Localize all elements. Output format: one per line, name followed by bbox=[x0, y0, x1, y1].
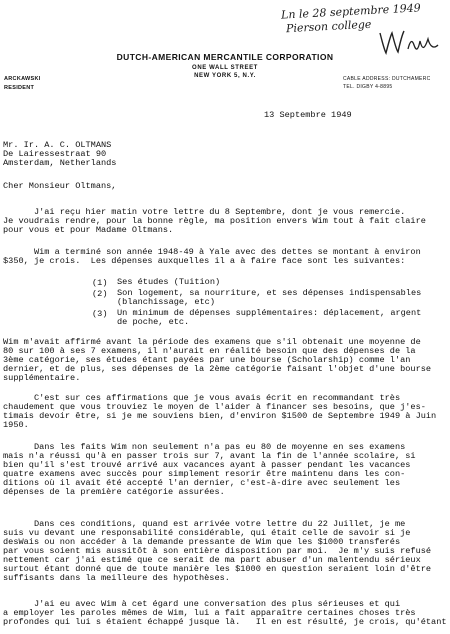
company-city: NEW YORK 5, N.Y. bbox=[194, 73, 256, 79]
body-line: suffisants dans la meilleure des hypothèses. bbox=[3, 573, 230, 583]
address-line: Amsterdam, Netherlands bbox=[3, 158, 117, 168]
body-line: J'ai reçu hier matin votre lettre du 8 Septembre, dont je vous remercie. bbox=[3, 207, 406, 217]
body-line: 3ème catégorie, ses études étant payées par une bourse (Scholarship) comme l'an bbox=[3, 355, 411, 365]
address-line: De Lairessestraat 90 bbox=[3, 149, 107, 159]
body-line: mais n'a réussi qu'à en passer trois sur 7, avant la fin de l'année scolaire, si bbox=[3, 451, 416, 461]
list-number: (3) bbox=[92, 309, 108, 319]
body-line: quatre examens avec succès pour simplement resorir être maintenu dans les con- bbox=[3, 469, 406, 479]
body-line: 80 sur 100 à ses 7 examens, il n'aurait en réalité besoin que des dépenses de la bbox=[3, 346, 416, 356]
company-street: ONE WALL STREET bbox=[192, 65, 258, 71]
body-line: Wim a terminé son année 1948-49 à Yale avec des dettes se montant à environ bbox=[3, 247, 421, 257]
cable-address: CABLE ADDRESS: DUTCHAMERC bbox=[343, 76, 431, 82]
body-line: ditions où il avait été accepté l'an dernier, c'est-à-dire avec seulement les bbox=[3, 478, 401, 488]
body-line: Dans ces conditions, quand est arrivée votre lettre du 22 Juillet, je me bbox=[3, 519, 406, 529]
body-line: chaudement que vous trouviez le moyen de l'aider à financer ses besoins, que j'es- bbox=[3, 402, 426, 412]
body-line: Wim m'avait affirmé avant la période des examens que s'il obtenait une moyenne de bbox=[3, 337, 421, 347]
salutation: Cher Monsieur Oltmans, bbox=[3, 181, 117, 191]
body-line: a employer les paroles mêmes de Wim, lui a fait apparaître certaines choses très bbox=[3, 608, 416, 618]
body-line: suis vu devant une responsabilité considérable, qui était celle de savoir si je bbox=[3, 528, 411, 538]
body-line: 1950. bbox=[3, 420, 29, 430]
list-item-text: Ses études (Tuition) bbox=[117, 277, 221, 287]
body-line: $350, je crois. Les dépenses auxquelles il a à faire face sont les suivantes: bbox=[3, 256, 406, 266]
body-line: dernier, et de plus, ses dépenses de la 2ème catégorie faisant l'objet d'une bourse bbox=[3, 364, 432, 374]
body-line: dépenses de la première catégorie assurées. bbox=[3, 487, 225, 497]
handwritten-note-line-1: Ln le 28 septembre 1949 bbox=[280, 1, 422, 22]
body-line: pour vous et pour Madame Oltmans. bbox=[3, 225, 174, 235]
list-item-text: Un minimum de dépenses supplémentaires: déplacement, argent bbox=[117, 308, 422, 318]
body-line: supplémentaire. bbox=[3, 373, 81, 383]
telephone: TEL. DIGBY 4-8895 bbox=[343, 84, 393, 90]
body-line: Dans les faits Wim non seulement n'a pas eu 80 de moyenne en ses examens bbox=[3, 442, 406, 452]
letterhead-left-line-1: ARCKAWSKI bbox=[4, 76, 41, 82]
letterhead-left-line-2: RESIDENT bbox=[4, 85, 35, 91]
body-line: J'ai eu avec Wim à cet égard une conversation des plus sérieuses et qui bbox=[3, 599, 401, 609]
letter-date: 13 Septembre 1949 bbox=[264, 110, 352, 120]
body-line: desWais ou non accéder à la demande pressante de Wim que les $1000 transferés bbox=[3, 537, 401, 547]
body-line: surtout étant donné que de toute manière les $1000 en question seraient loin d'être bbox=[3, 564, 432, 574]
list-item-text: Son logement, sa nourriture, et ses dépenses indispensables bbox=[117, 288, 422, 298]
body-line: timais devoir être, si je me souviens bien, d'environ $1500 de Septembre 1949 à Juin bbox=[3, 411, 437, 421]
body-line: par vous soient mis aussitôt à son entière disposition par moi. Je m'y suis refusé bbox=[3, 546, 432, 556]
body-line: Je voudrais rendre, pour la bonne règle, ma position envers Wim tout à fait claire bbox=[3, 216, 426, 226]
signature-scribble bbox=[376, 27, 442, 57]
body-line: bien qu'il s'est trouvé arrivé aux vacances ayant à passer pendant les vacances bbox=[3, 460, 411, 470]
address-line: Mr. Ir. A. C. OLTMANS bbox=[3, 140, 112, 150]
list-item-text: (blanchissage, etc) bbox=[117, 297, 215, 307]
body-line: nettement car j'ai estimé que ce serait de ma part abuser d'un malentendu sérieux bbox=[3, 555, 421, 565]
handwritten-note-line-2: Pierson college bbox=[285, 17, 372, 36]
list-item-text: de poche, etc. bbox=[117, 317, 190, 327]
body-line: C'est sur ces affirmations que je vous avais écrit en recommandant très bbox=[3, 393, 401, 403]
list-number: (2) bbox=[92, 289, 108, 299]
list-number: (1) bbox=[92, 278, 108, 288]
body-line: profondes qui lui s étaient échappé jusque là. Il en est résulté, je crois, qu'étant bbox=[3, 617, 447, 627]
company-name: DUTCH-AMERICAN MERCANTILE CORPORATION bbox=[116, 52, 334, 62]
